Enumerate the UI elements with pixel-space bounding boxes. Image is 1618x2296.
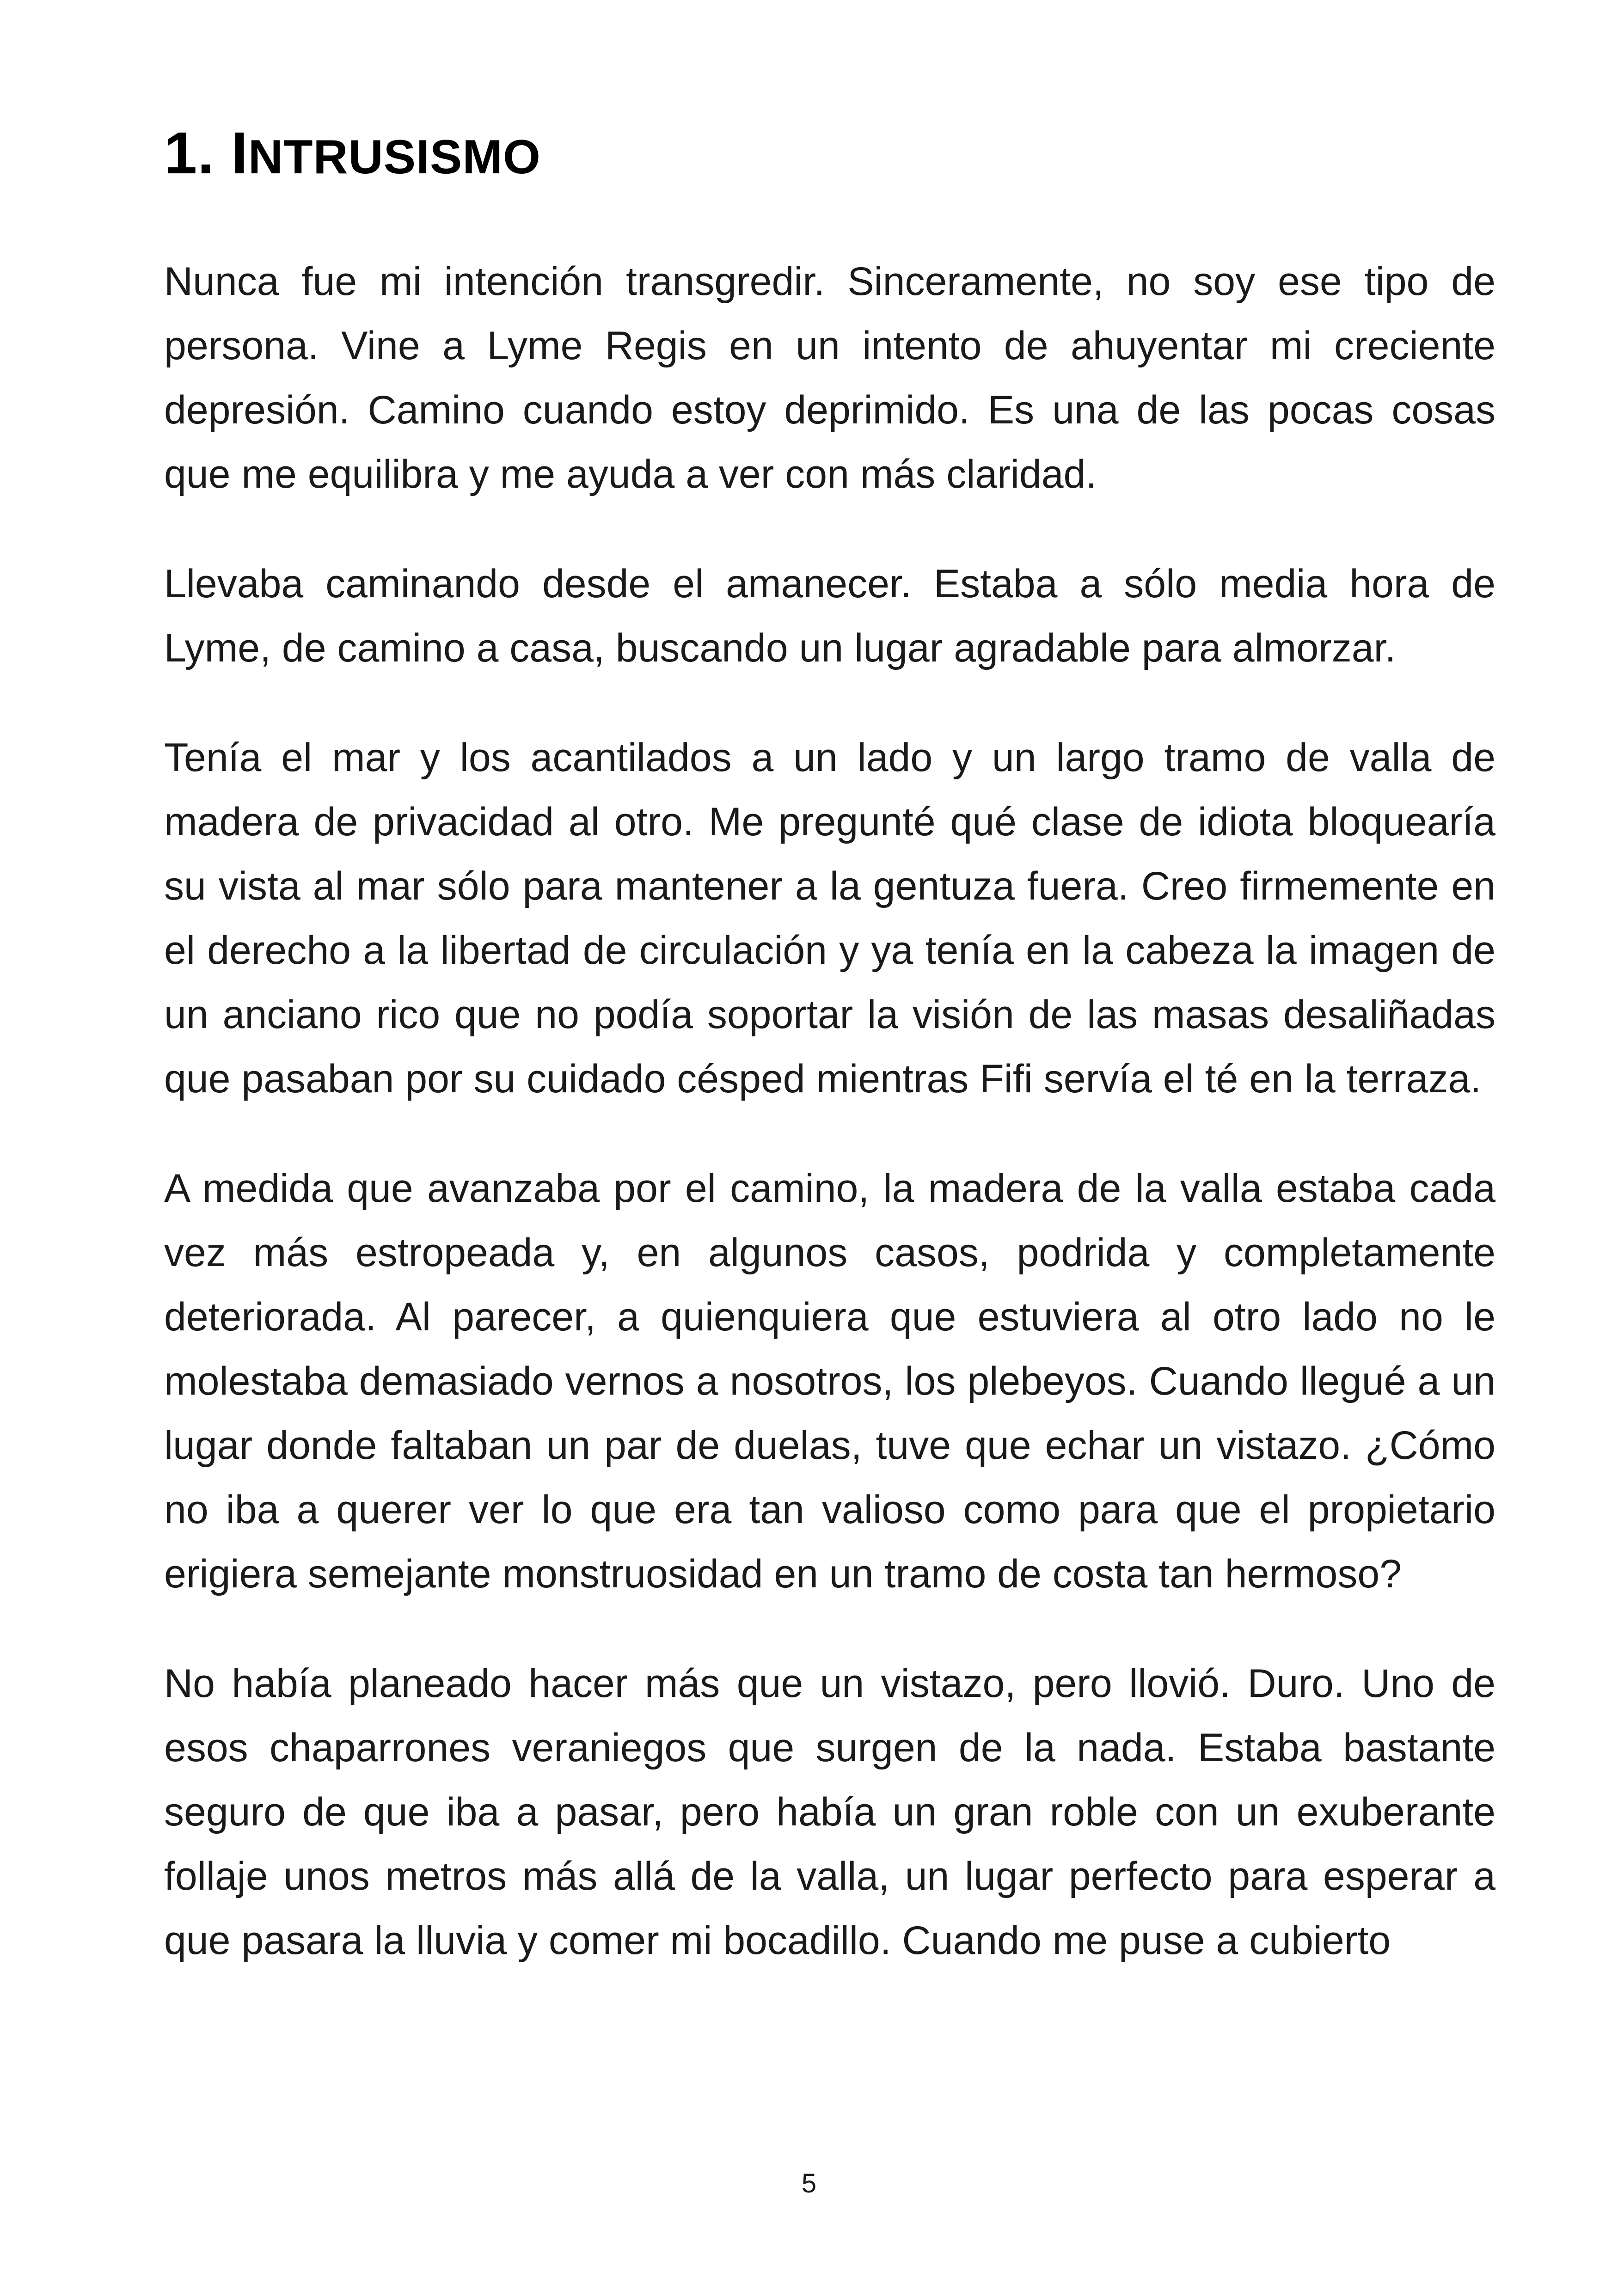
chapter-number: 1. [164, 120, 215, 186]
chapter-title-rest: NTRUSISMO [248, 130, 541, 184]
chapter-title [164, 118, 541, 189]
paragraph: Llevaba caminando desde el amanecer. Estaba a sólo media hora de Lyme, de camino a casa, buscando un lugar agradable para almorzar. [164, 562, 1495, 670]
chapter-body [164, 250, 1495, 2018]
page-number: 5 [801, 2168, 817, 2198]
paragraph: A medida que avanzaba por el camino, la madera de la valla estaba cada vez más estropeada y, en algunos casos, podrida y completamente deteriorada. Al parecer, a quienquiera que estuviera al otro lado no le molestaba demasiado vernos a nosotros, los plebeyos. Cuando llegué a un lugar donde faltaban un par de duelas, tuve que echar un vistazo. ¿Cómo no iba a querer ver lo que era tan valioso como para que el propietario erigiera semejante monstruosidad en un tramo de costa tan hermoso? [164, 1166, 1495, 1596]
paragraph: No había planeado hacer más que un vistazo, pero llovió. Duro. Uno de esos chaparrones veraniegos que surgen de la nada. Estaba bastante seguro de que iba a pasar, pero había un gran roble con un exuberante follaje unos metros más allá de la valla, un lugar perfecto para esperar a que pasara la lluvia y comer mi bocadillo. Cuando me puse a cubierto [164, 1661, 1495, 1963]
paragraph: Nunca fue mi intención transgredir. Sinceramente, no soy ese tipo de persona. Vine a Lyme Regis en un intento de ahuyentar mi creciente depresión. Camino cuando estoy deprimido. Es una de las pocas cosas que me equilibra y me ayuda a ver con más claridad. [164, 259, 1495, 496]
paragraph: Tenía el mar y los acantilados a un lado y un largo tramo de valla de madera de privacidad al otro. Me pregunté qué clase de idiota bloquearía su vista al mar sólo para mantener a la gentuza fuera. Creo firmemente en el derecho a la libertad de circulación y ya tenía en la cabeza la imagen de un anciano rico que no podía soportar la visión de las masas desaliñadas que pasaban por su cuidado césped mientras Fifi servía el té en la terraza. [164, 735, 1495, 1101]
chapter-title-initial: I [231, 120, 248, 186]
